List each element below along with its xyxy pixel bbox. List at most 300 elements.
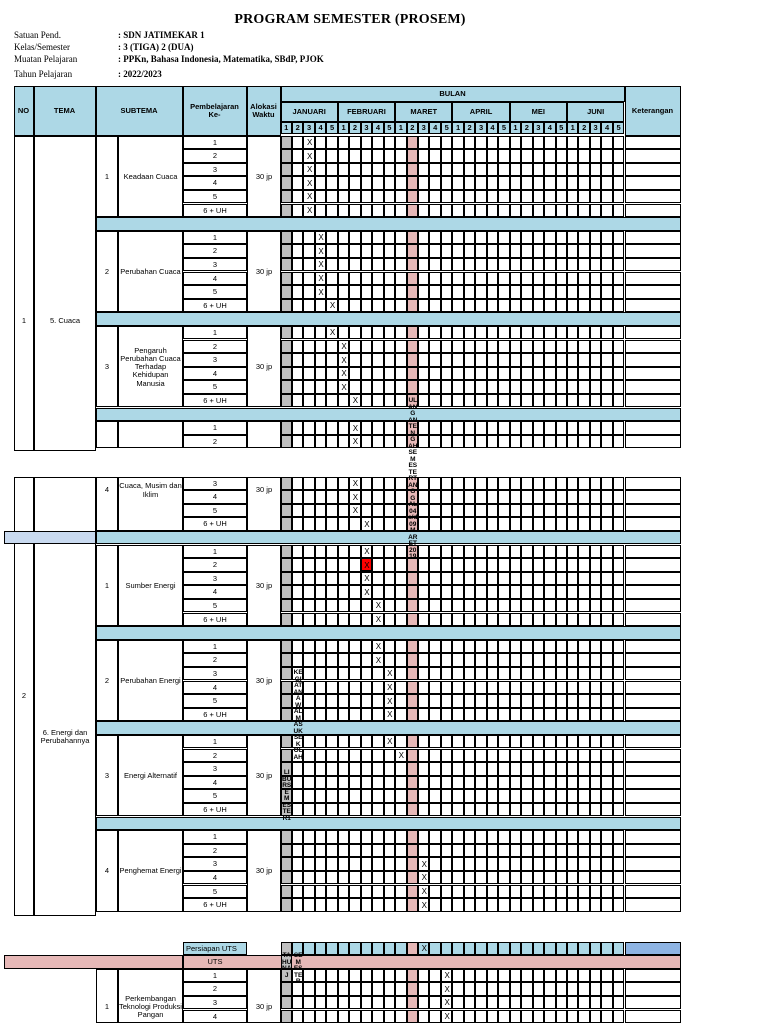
- week-cell: [441, 504, 452, 518]
- week-cell: [533, 830, 544, 844]
- week-cell: [361, 244, 372, 258]
- week-cell: [407, 681, 418, 695]
- week-cell: [556, 885, 567, 899]
- week-cell: [601, 613, 612, 627]
- week-cell: [613, 613, 624, 627]
- week-cell: [487, 136, 498, 150]
- lesson-number: 3: [212, 573, 218, 583]
- schedule-mark: X: [364, 519, 370, 529]
- keterangan-cell: [625, 258, 681, 272]
- week-cell: [590, 749, 601, 763]
- week-cell: [349, 640, 360, 654]
- week-cell: [395, 558, 406, 572]
- week-cell: [303, 708, 314, 722]
- week-cell: [590, 353, 601, 367]
- week-cell: [521, 394, 532, 408]
- week-cell: [578, 477, 589, 491]
- week-cell: [303, 857, 314, 871]
- week-cell: [361, 969, 372, 983]
- week-cell: [601, 204, 612, 218]
- week-cell: [429, 789, 440, 803]
- week-cell: [464, 477, 475, 491]
- week-cell: [452, 231, 463, 245]
- week-cell: [407, 694, 418, 708]
- week-cell: [487, 477, 498, 491]
- week-cell: [475, 694, 486, 708]
- alokasi-value: 30 jp: [255, 771, 273, 781]
- week-cell: [281, 353, 292, 367]
- header-tema: TEMA: [34, 86, 96, 136]
- week-cell: [544, 694, 555, 708]
- week-cell: [567, 844, 578, 858]
- week-cell: [452, 653, 463, 667]
- week-cell: [521, 735, 532, 749]
- week-cell: [372, 1010, 383, 1024]
- week-cell: [281, 735, 292, 749]
- week-cell: [590, 190, 601, 204]
- lesson-number: 5: [212, 791, 218, 801]
- keterangan-cell: [625, 789, 681, 803]
- week-cell: [418, 435, 429, 449]
- keterangan-cell: [625, 504, 681, 518]
- week-cell: [303, 353, 314, 367]
- week-cell: [556, 830, 567, 844]
- lesson-number: 6 + UH: [203, 900, 227, 910]
- week-cell: [395, 844, 406, 858]
- week-cell: [601, 857, 612, 871]
- week-cell: [407, 844, 418, 858]
- week-cell: [384, 353, 395, 367]
- week-cell: [326, 653, 337, 667]
- subtema-name: Perubahan Cuaca: [120, 266, 181, 276]
- week-cell: [487, 231, 498, 245]
- week-cell: [601, 394, 612, 408]
- week-cell: [281, 421, 292, 435]
- week-cell: [544, 272, 555, 286]
- week-cell: [533, 1010, 544, 1024]
- week-cell: [487, 969, 498, 983]
- week-cell: [372, 326, 383, 340]
- subtema-number: 1: [104, 171, 110, 181]
- keterangan-cell: [625, 558, 681, 572]
- week-cell: [326, 830, 337, 844]
- week-cell: [544, 394, 555, 408]
- week-cell: [521, 803, 532, 817]
- week-cell: [326, 558, 337, 572]
- lesson-number: 2: [212, 984, 218, 994]
- week-cell: [521, 1010, 532, 1024]
- week-cell: [544, 477, 555, 491]
- week-cell: [349, 749, 360, 763]
- week-cell: [395, 176, 406, 190]
- week-cell: [429, 708, 440, 722]
- week-cell: [303, 585, 314, 599]
- week-cell: [361, 735, 372, 749]
- week-cell: [395, 735, 406, 749]
- week-cell: [544, 353, 555, 367]
- week-cell: [384, 326, 395, 340]
- week-cell: [429, 572, 440, 586]
- week-cell: [521, 708, 532, 722]
- week-cell: [510, 762, 521, 776]
- week-cell: [601, 830, 612, 844]
- week-cell: [521, 653, 532, 667]
- week-cell: [326, 204, 337, 218]
- schedule-mark: X: [341, 382, 347, 392]
- week-cell: [464, 762, 475, 776]
- week-cell: [498, 394, 509, 408]
- week-cell: [303, 982, 314, 996]
- week-cell: [452, 898, 463, 912]
- week-cell: [475, 299, 486, 313]
- schedule-mark: X: [352, 492, 359, 502]
- week-cell: [441, 517, 452, 531]
- week-cell: [590, 517, 601, 531]
- week-cell: [407, 190, 418, 204]
- week-cell: [475, 244, 486, 258]
- week-cell: [372, 857, 383, 871]
- week-cell: [510, 969, 521, 983]
- week-cell: [418, 285, 429, 299]
- week-cell: [384, 996, 395, 1010]
- week-cell: [544, 1010, 555, 1024]
- week-cell: [590, 898, 601, 912]
- week-cell: [429, 517, 440, 531]
- week-cell: [418, 204, 429, 218]
- week-cell: [487, 545, 498, 559]
- week-cell: [452, 435, 463, 449]
- week-cell: [303, 477, 314, 491]
- week-cell: [613, 857, 624, 871]
- week-cell: [349, 244, 360, 258]
- week-cell: [384, 190, 395, 204]
- week-cell: [441, 545, 452, 559]
- week-cell: [475, 996, 486, 1010]
- week-cell: [533, 176, 544, 190]
- week-cell: [315, 969, 326, 983]
- week-cell: [533, 599, 544, 613]
- week-cell: [349, 272, 360, 286]
- week-cell: [521, 326, 532, 340]
- week-cell: [361, 285, 372, 299]
- week-cell: [452, 776, 463, 790]
- week-cell: [281, 258, 292, 272]
- week-cell: [315, 749, 326, 763]
- week-cell: [384, 258, 395, 272]
- week-cell: [487, 942, 498, 956]
- week-cell: [429, 244, 440, 258]
- week-cell: [590, 885, 601, 899]
- week-cell: [578, 149, 589, 163]
- week-cell: [464, 163, 475, 177]
- week-cell: [544, 613, 555, 627]
- week-cell: [556, 996, 567, 1010]
- week-cell: [590, 380, 601, 394]
- week-cell: [578, 735, 589, 749]
- header-pembelajaran: Pembelajaran Ke-: [183, 86, 247, 136]
- week-cell: [429, 545, 440, 559]
- week-cell: [533, 969, 544, 983]
- week-cell: [315, 982, 326, 996]
- week-cell: [510, 776, 521, 790]
- week-number: 4: [315, 122, 326, 134]
- week-cell: [441, 285, 452, 299]
- week-cell: [601, 299, 612, 313]
- week-cell: [384, 477, 395, 491]
- week-cell: [498, 190, 509, 204]
- week-cell: [590, 545, 601, 559]
- week-cell: [601, 326, 612, 340]
- week-cell: [384, 640, 395, 654]
- week-cell: [281, 694, 292, 708]
- week-cell: [281, 272, 292, 286]
- week-cell: [533, 585, 544, 599]
- week-cell: [556, 326, 567, 340]
- week-cell: [418, 258, 429, 272]
- week-cell: [452, 789, 463, 803]
- week-cell: [292, 244, 303, 258]
- week-cell: [613, 776, 624, 790]
- week-cell: [407, 969, 418, 983]
- week-cell: [464, 749, 475, 763]
- week-cell: [578, 244, 589, 258]
- week-cell: [452, 803, 463, 817]
- week-cell: [349, 830, 360, 844]
- week-cell: [464, 640, 475, 654]
- week-cell: [544, 898, 555, 912]
- week-cell: [475, 830, 486, 844]
- week-cell: [601, 585, 612, 599]
- subtema-no-cell: [96, 421, 118, 448]
- week-cell: [510, 735, 521, 749]
- week-cell: [315, 149, 326, 163]
- schedule-mark: X: [387, 669, 393, 679]
- week-cell: [521, 844, 532, 858]
- week-cell: [429, 272, 440, 286]
- week-cell: [429, 163, 440, 177]
- week-cell: [567, 176, 578, 190]
- week-cell: [556, 640, 567, 654]
- week-cell: [487, 163, 498, 177]
- week-cell: [498, 572, 509, 586]
- week-cell: [590, 969, 601, 983]
- week-cell: [326, 694, 337, 708]
- week-cell: [487, 982, 498, 996]
- week-cell: [498, 477, 509, 491]
- lesson-number: 3: [212, 478, 218, 488]
- week-cell: [464, 871, 475, 885]
- week-cell: [590, 136, 601, 150]
- week-cell: [326, 844, 337, 858]
- week-cell: [303, 942, 314, 956]
- week-cell: [544, 667, 555, 681]
- week-cell: [372, 776, 383, 790]
- week-cell: [510, 435, 521, 449]
- week-cell: [292, 204, 303, 218]
- week-cell: [418, 653, 429, 667]
- week-cell: [475, 517, 486, 531]
- week-cell: [441, 681, 452, 695]
- week-number: 2: [349, 122, 360, 134]
- week-cell: [395, 871, 406, 885]
- week-cell: [510, 176, 521, 190]
- week-cell: [521, 490, 532, 504]
- week-cell: [315, 421, 326, 435]
- week-cell: [292, 380, 303, 394]
- week-cell: [338, 653, 349, 667]
- week-cell: [567, 421, 578, 435]
- keterangan-cell: [625, 285, 681, 299]
- week-cell: [303, 490, 314, 504]
- week-cell: [372, 477, 383, 491]
- schedule-mark: X: [341, 355, 347, 365]
- schedule-mark: X: [352, 423, 359, 433]
- week-cell: [452, 871, 463, 885]
- week-cell: [441, 380, 452, 394]
- week-cell: [338, 190, 349, 204]
- week-cell: [487, 830, 498, 844]
- week-cell: [281, 613, 292, 627]
- week-cell: [361, 667, 372, 681]
- week-cell: [418, 367, 429, 381]
- week-cell: [292, 394, 303, 408]
- week-cell: [567, 708, 578, 722]
- week-cell: [521, 558, 532, 572]
- week-cell: [349, 204, 360, 218]
- week-cell: [326, 367, 337, 381]
- week-cell: [510, 163, 521, 177]
- week-cell: [372, 969, 383, 983]
- keterangan-cell: [625, 708, 681, 722]
- libur-semester-note: LIBURSEMESTER1: [282, 769, 292, 822]
- keterangan-cell: [625, 299, 681, 313]
- week-cell: [601, 885, 612, 899]
- week-cell: [613, 572, 624, 586]
- lesson-number: 2: [212, 560, 218, 570]
- week-cell: [452, 969, 463, 983]
- week-cell: [510, 421, 521, 435]
- week-cell: [578, 749, 589, 763]
- week-cell: [361, 272, 372, 286]
- week-cell: [464, 517, 475, 531]
- week-cell: [303, 969, 314, 983]
- week-cell: [567, 244, 578, 258]
- lesson-number: 6 + UH: [203, 396, 227, 406]
- week-cell: [315, 572, 326, 586]
- week-number: 5: [384, 122, 395, 134]
- week-cell: [487, 149, 498, 163]
- week-cell: [567, 585, 578, 599]
- week-cell: [326, 490, 337, 504]
- week-cell: [395, 982, 406, 996]
- week-cell: [326, 421, 337, 435]
- week-cell: [601, 258, 612, 272]
- week-cell: [281, 367, 292, 381]
- week-cell: [384, 558, 395, 572]
- week-cell: [349, 285, 360, 299]
- week-cell: [590, 149, 601, 163]
- keterangan-cell: [625, 667, 681, 681]
- week-cell: [338, 517, 349, 531]
- week-cell: [395, 149, 406, 163]
- week-cell: [326, 394, 337, 408]
- month-header: MEI: [510, 102, 567, 122]
- week-cell: [338, 326, 349, 340]
- week-cell: [475, 969, 486, 983]
- schedule-mark: X: [306, 165, 313, 175]
- week-cell: [533, 353, 544, 367]
- week-cell: [613, 599, 624, 613]
- week-cell: [281, 435, 292, 449]
- week-cell: [487, 572, 498, 586]
- week-cell: [315, 558, 326, 572]
- week-cell: [452, 762, 463, 776]
- week-cell: [578, 572, 589, 586]
- week-cell: [521, 272, 532, 286]
- week-cell: [475, 803, 486, 817]
- schedule-mark: X: [398, 751, 404, 760]
- week-cell: [361, 421, 372, 435]
- week-cell: [464, 258, 475, 272]
- week-cell: [475, 585, 486, 599]
- week-cell: [407, 749, 418, 763]
- week-cell: [441, 640, 452, 654]
- week-cell: [521, 599, 532, 613]
- week-cell: [361, 857, 372, 871]
- lesson-number: 2: [212, 750, 218, 760]
- schedule-mark: X: [364, 574, 370, 584]
- keterangan-cell: [625, 244, 681, 258]
- week-cell: [303, 1010, 314, 1024]
- keterangan-cell: [625, 367, 681, 381]
- keterangan-cell: [625, 735, 681, 749]
- week-cell: [441, 149, 452, 163]
- week-cell: [544, 231, 555, 245]
- week-cell: [567, 789, 578, 803]
- lesson-number: 6 + UH: [203, 300, 227, 310]
- week-cell: [544, 490, 555, 504]
- week-cell: [567, 857, 578, 871]
- week-cell: [510, 490, 521, 504]
- week-cell: [487, 340, 498, 354]
- week-cell: [326, 749, 337, 763]
- week-cell: [303, 844, 314, 858]
- week-cell: [384, 982, 395, 996]
- week-cell: [613, 558, 624, 572]
- week-cell: [292, 299, 303, 313]
- week-cell: [349, 163, 360, 177]
- week-cell: [533, 163, 544, 177]
- week-cell: [441, 367, 452, 381]
- week-cell: [613, 969, 624, 983]
- week-cell: [601, 421, 612, 435]
- week-cell: [498, 613, 509, 627]
- week-cell: [441, 204, 452, 218]
- week-cell: [361, 353, 372, 367]
- week-cell: [418, 735, 429, 749]
- week-cell: [556, 244, 567, 258]
- week-cell: [395, 380, 406, 394]
- week-cell: [613, 830, 624, 844]
- separator-row: [96, 817, 681, 831]
- week-cell: [567, 776, 578, 790]
- week-cell: [372, 844, 383, 858]
- week-cell: [441, 708, 452, 722]
- week-cell: [475, 885, 486, 899]
- week-cell: [498, 367, 509, 381]
- week-cell: [464, 844, 475, 858]
- week-cell: [487, 749, 498, 763]
